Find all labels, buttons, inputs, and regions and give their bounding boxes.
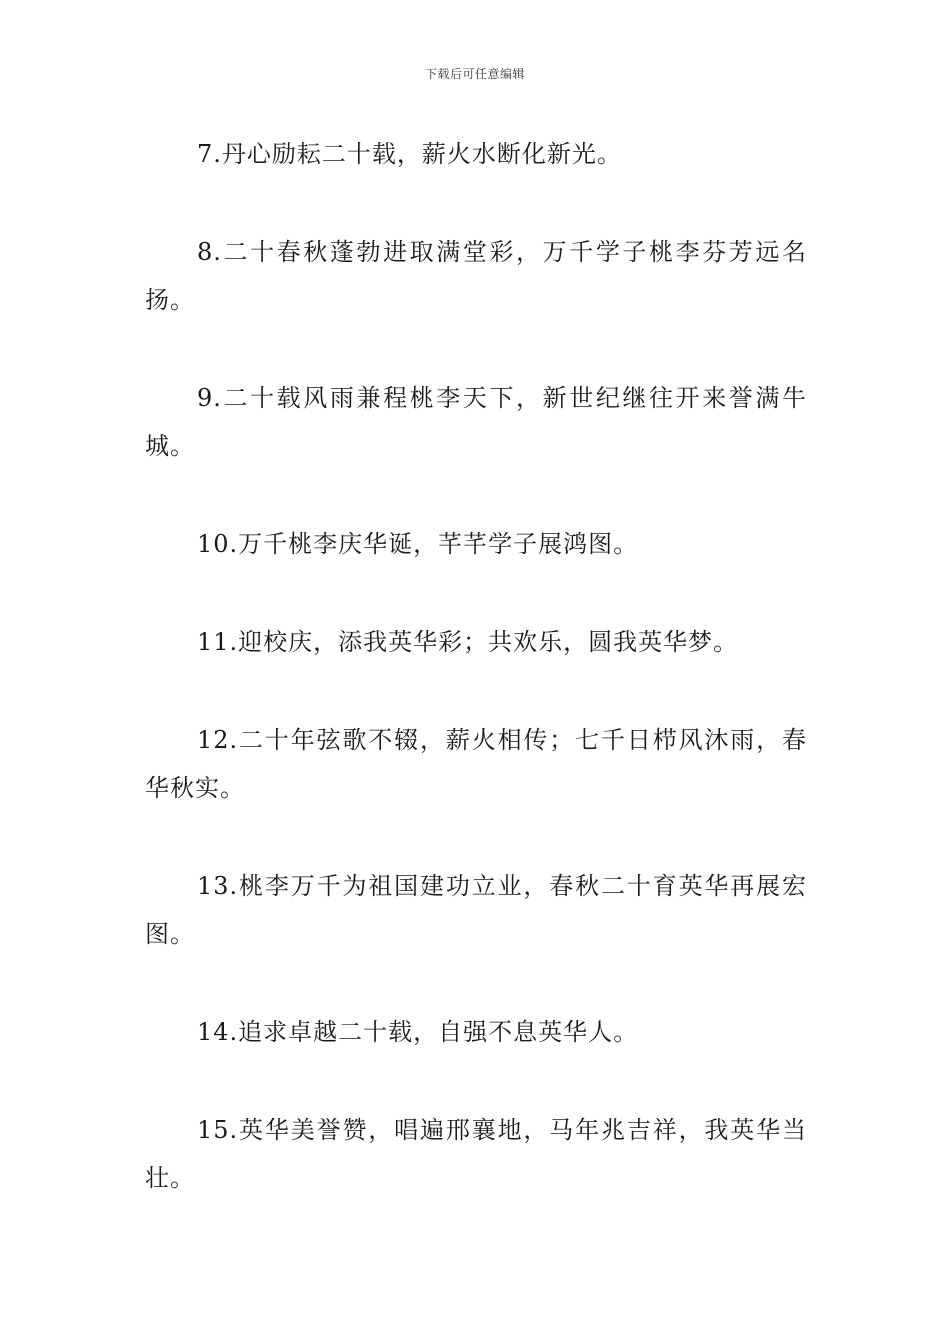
list-item: 9.二十载风雨兼程桃李天下，新世纪继往开来誉满牛城。 bbox=[145, 384, 807, 460]
list-item: 15.英华美誉赞，唱遍邢襄地，马年兆吉祥，我英华当壮。 bbox=[145, 1116, 807, 1192]
list-item: 10.万千桃李庆华诞，芊芊学子展鸿图。 bbox=[197, 530, 639, 558]
list-item: 13.桃李万千为祖国建功立业，春秋二十育英华再展宏图。 bbox=[145, 872, 807, 948]
list-item: 12.二十年弦歌不辍，薪火相传；七千日栉风沐雨，春华秋实。 bbox=[145, 726, 807, 802]
list-item: 8.二十春秋蓬勃进取满堂彩，万千学子桃李芬芳远名扬。 bbox=[145, 238, 807, 314]
list-item: 7.丹心励耘二十载，薪火水断化新光。 bbox=[197, 140, 622, 168]
page-header: 下载后可任意编辑 bbox=[424, 67, 525, 81]
list-item: 14.追求卓越二十载，自强不息英华人。 bbox=[197, 1018, 639, 1046]
document-body bbox=[145, 130, 807, 1252]
list-item: 11.迎校庆，添我英华彩；共欢乐，圆我英华梦。 bbox=[197, 628, 739, 656]
